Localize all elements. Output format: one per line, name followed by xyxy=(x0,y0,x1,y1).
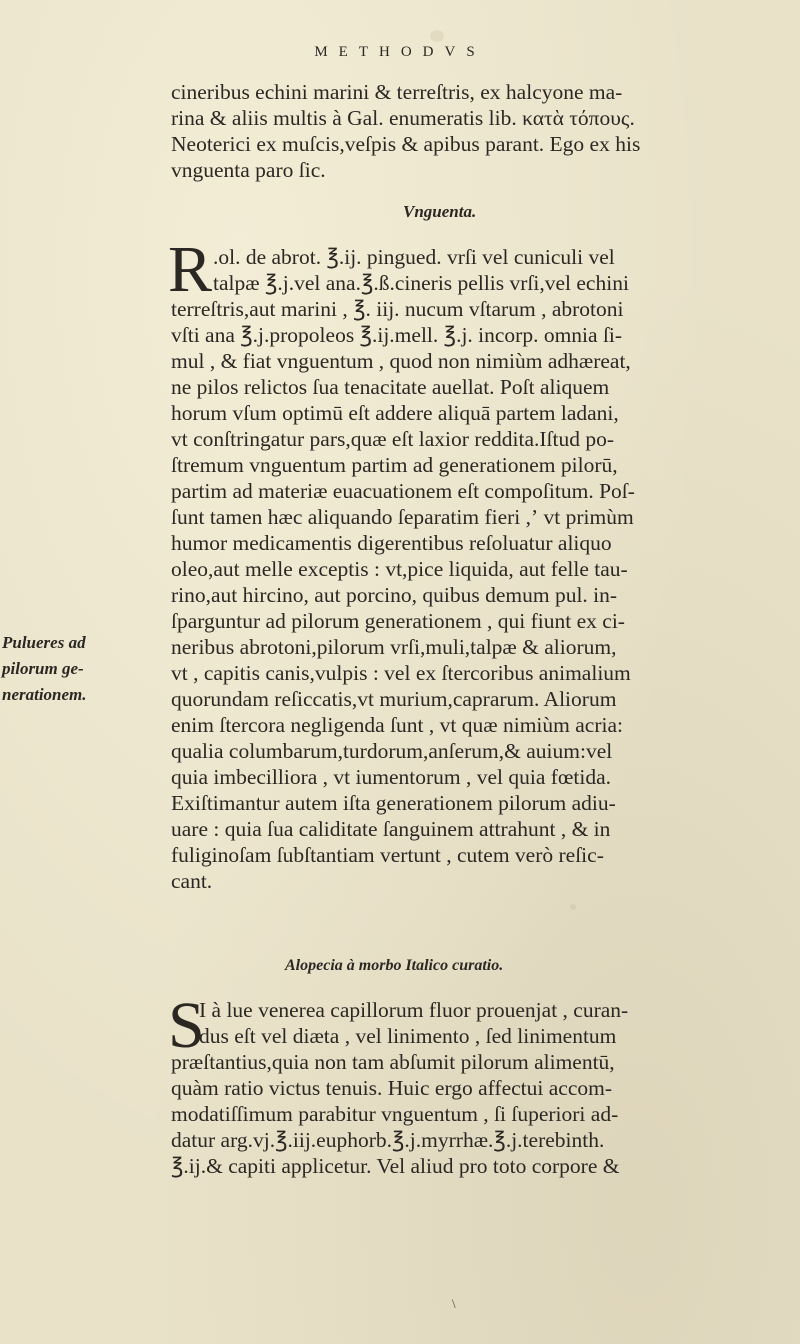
margin-note-line: Pulueres ad xyxy=(2,633,86,652)
text-line: oleo,aut melle exceptis : vt,pice liquida, aut felle tau- xyxy=(171,557,628,581)
text-line: cineribus echini marini & terreſtris, ex halcyone ma- xyxy=(171,80,623,104)
heading-alopecia: Alopecia à morbo Italico curatio. xyxy=(285,957,504,974)
text-line: vt , capitis canis,vulpis : vel ex ſtercoribus animalium xyxy=(171,661,631,685)
paper-stain xyxy=(570,904,576,910)
margin-note-line: pilorum ge- xyxy=(2,659,84,678)
text-line: modatiſſimum parabitur vnguentum , ſi ſuperiori ad- xyxy=(171,1102,619,1126)
text-line: quorundam reſiccatis,vt murium,caprarum. Aliorum xyxy=(171,687,617,711)
text-line: quia imbecilliora , vt iumentorum , vel quia fœtida. xyxy=(171,765,612,789)
text-line: uare : quia ſua caliditate ſanguinem attrahunt , & in xyxy=(171,817,611,841)
running-head: METHODVS xyxy=(314,44,486,60)
text-line: I à lue venerea capillorum fluor prouenjat , curan- xyxy=(199,998,629,1022)
text-line: partim ad materiæ euacuationem eſt compoſitum. Poſ- xyxy=(171,479,635,503)
paragraph-vnguenta xyxy=(171,244,771,894)
text-line: præſtantius,quia non tam abſumit pilorum alimentū, xyxy=(171,1050,615,1074)
text-line: dus eſt vel diæta , vel linimento , ſed linimentum xyxy=(199,1024,617,1048)
text-line: vt conſtringatur pars,quæ eſt laxior reddita.Iſtud po- xyxy=(171,427,615,451)
text-line: horum vſum optimū eſt addere aliquā partem ladani, xyxy=(171,401,619,425)
heading-vnguenta: Vnguenta. xyxy=(403,202,477,221)
text-line: rina & aliis multis à Gal. enumeratis lib. κατὰ τόπους. xyxy=(171,106,635,130)
paragraph-alopecia xyxy=(171,997,771,1179)
text-line: ℥.ij.& capiti applicetur. Vel aliud pro toto corpore & xyxy=(171,1154,620,1178)
text-line: ſunt tamen hæc aliquando ſeparatim fieri ,ʼ vt primùm xyxy=(171,505,634,529)
text-line: ne pilos relictos ſua tenacitate auellat. Poſt aliquem xyxy=(171,375,610,399)
drop-cap-r: R xyxy=(168,233,213,306)
text-line: humor medicamentis digerentibus reſoluatur aliquo xyxy=(171,531,612,555)
text-line: rino,aut hircino, aut porcino, quibus demum pul. in- xyxy=(171,583,618,607)
margin-note xyxy=(2,630,162,708)
text-line: neribus abrotoni,pilorum vrſi,muli,talpæ & aliorum, xyxy=(171,635,617,659)
text-line: Neoterici ex muſcis,veſpis & apibus parant. Ego ex his xyxy=(171,132,641,156)
text-line: ſparguntur ad pilorum generationem , qui fiunt ex ci- xyxy=(171,609,625,633)
paper-stain xyxy=(430,30,444,42)
text-line: talpæ ℥.j.vel ana.℥.ß.cineris pellis vrſi,vel echini xyxy=(213,271,629,295)
margin-note-line: nerationem. xyxy=(2,685,87,704)
drop-cap-s: S xyxy=(168,989,205,1062)
signature-mark: \ xyxy=(452,1296,456,1311)
text-line: vnguenta paro ſic. xyxy=(171,158,326,182)
text-line: cant. xyxy=(171,869,213,893)
text-line: Exiſtimantur autem iſta generationem pilorum adiu- xyxy=(171,791,616,815)
text-line: vſti ana ℥.j.propoleos ℥.ij.mell. ℥.j. incorp. omnia ſi- xyxy=(171,323,623,347)
text-line: .ol. de abrot. ℥.ij. pingued. vrſi vel cuniculi vel xyxy=(213,245,615,269)
text-line: enim ſtercora negligenda ſunt , vt quæ nimiùm acria: xyxy=(171,713,623,737)
intro-paragraph xyxy=(171,79,771,183)
text-line: qualia columbarum,turdorum,anſerum,& auium:vel xyxy=(171,739,613,763)
text-line: quàm ratio victus tenuis. Huic ergo affectui accom- xyxy=(171,1076,613,1100)
text-line: fuliginoſam ſubſtantiam vertunt , cutem verò reſic- xyxy=(171,843,604,867)
text-line: mul , & fiat vnguentum , quod non nimiùm adhæreat, xyxy=(171,349,631,373)
text-line: terreſtris,aut marini , ℥. iij. nucum vſtarum , abrotoni xyxy=(171,297,624,321)
text-line: datur arg.vj.℥.iij.euphorb.℥.j.myrrhæ.℥.j.terebinth. xyxy=(171,1128,605,1152)
text-line: ſtremum vnguentum partim ad generationem pilorū, xyxy=(171,453,618,477)
